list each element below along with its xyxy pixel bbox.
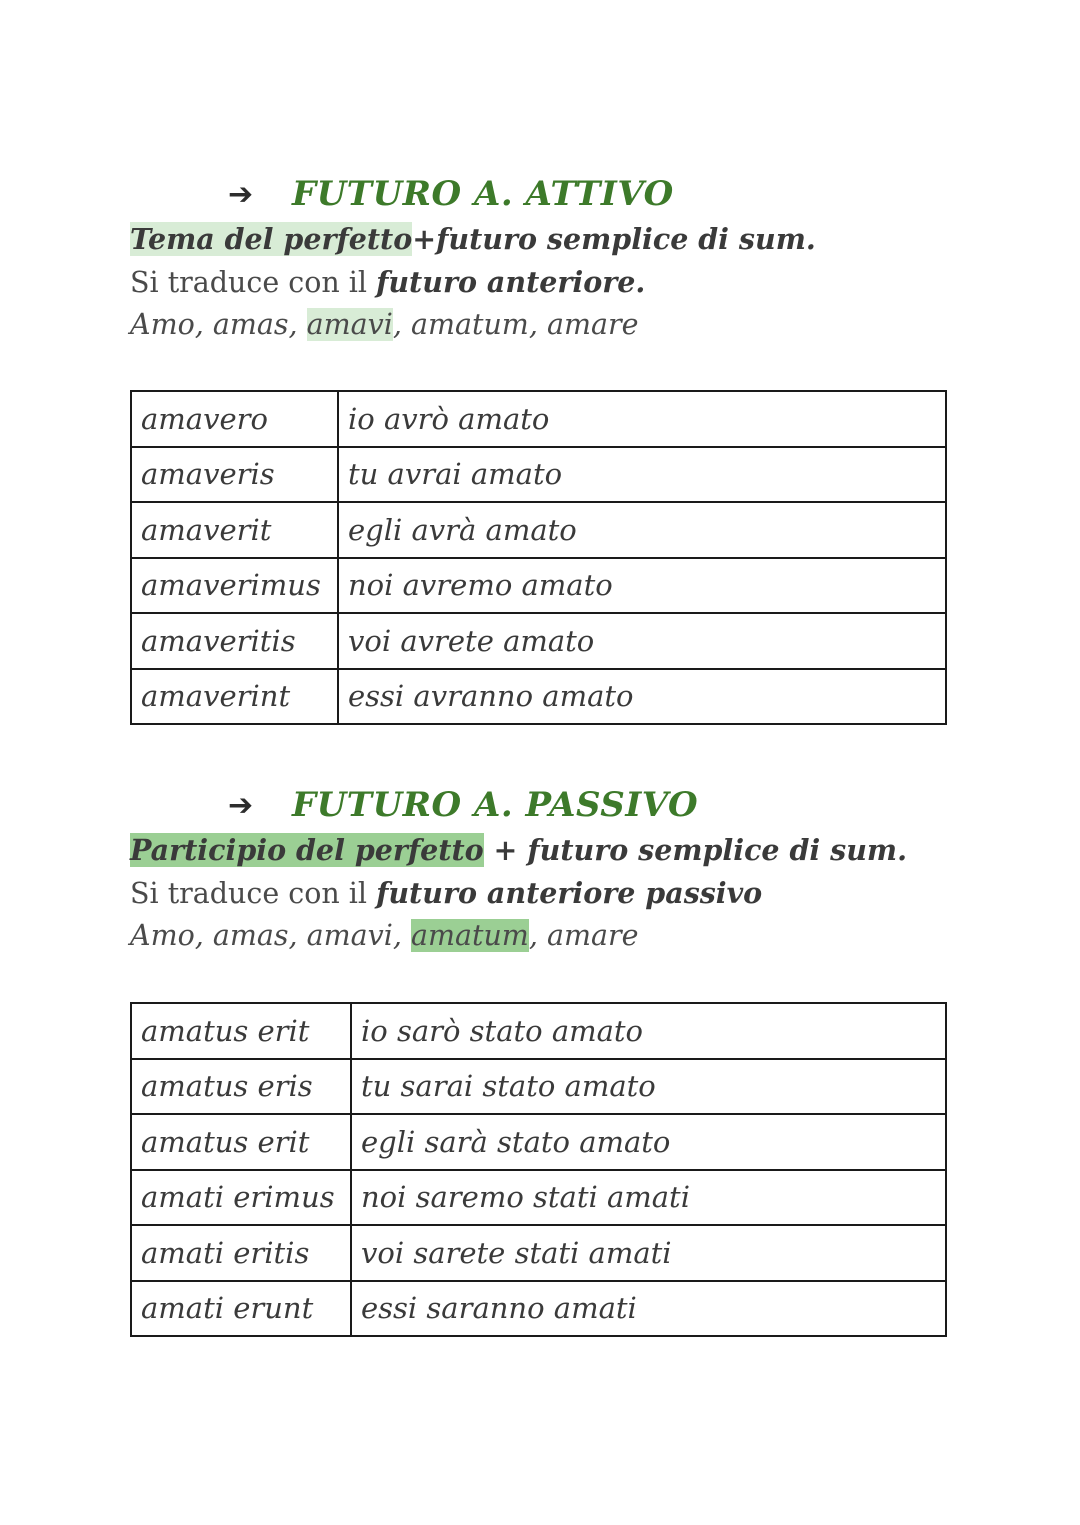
- rule-highlight: Tema del perfetto: [130, 222, 413, 256]
- table-row: [131, 1003, 946, 1059]
- italian-translation: essi saranno amati: [351, 1281, 946, 1337]
- translation-prefix: Si traduce con il: [130, 877, 377, 910]
- table-row: [131, 613, 946, 669]
- table-row: [131, 391, 946, 447]
- latin-form: amaveris: [131, 447, 338, 503]
- table-row: [131, 1114, 946, 1170]
- conjugation-table-attivo: [130, 390, 947, 725]
- example-highlight: amatum: [410, 919, 529, 952]
- table-row: [131, 1170, 946, 1226]
- latin-form: amavero: [131, 391, 338, 447]
- table-row: [131, 1059, 946, 1115]
- conjugation-table-passivo: [130, 1002, 947, 1337]
- italian-translation: voi avrete amato: [338, 613, 946, 669]
- example-before: Amo, amas,: [130, 308, 307, 341]
- section-heading-passivo: [228, 783, 698, 827]
- arrow-right-icon: ➔: [228, 787, 254, 823]
- latin-form: amatus eris: [131, 1059, 351, 1115]
- latin-form: amatus erit: [131, 1114, 351, 1170]
- latin-form: amatus erit: [131, 1003, 351, 1059]
- latin-form: amati eritis: [131, 1225, 351, 1281]
- translation-prefix: Si traduce con il: [130, 266, 377, 299]
- rule-rest: +futuro semplice di sum.: [412, 222, 816, 256]
- translation-bold: futuro anteriore.: [376, 265, 646, 299]
- latin-form: amati erunt: [131, 1281, 351, 1337]
- latin-form: amaverit: [131, 502, 338, 558]
- translation-bold: futuro anteriore passivo: [376, 876, 763, 910]
- latin-form: amaveritis: [131, 613, 338, 669]
- table-row: [131, 669, 946, 725]
- heading-title: FUTURO A. PASSIVO: [292, 785, 699, 825]
- latin-form: amaverint: [131, 669, 338, 725]
- table-row: [131, 558, 946, 614]
- rule-line: [130, 830, 907, 870]
- table-row: [131, 1281, 946, 1337]
- latin-form: amati erimus: [131, 1170, 351, 1226]
- example-line: [130, 916, 638, 956]
- latin-form: amaverimus: [131, 558, 338, 614]
- example-after: , amare: [528, 919, 639, 952]
- rule-rest: + futuro semplice di sum.: [483, 833, 908, 867]
- italian-translation: noi saremo stati amati: [351, 1170, 946, 1226]
- italian-translation: voi sarete stati amati: [351, 1225, 946, 1281]
- table-row: [131, 1225, 946, 1281]
- example-before: Amo, amas, amavi,: [130, 919, 411, 952]
- italian-translation: egli sarà stato amato: [351, 1114, 946, 1170]
- heading-title: FUTURO A. ATTIVO: [292, 174, 674, 214]
- table-row: [131, 447, 946, 503]
- italian-translation: egli avrà amato: [338, 502, 946, 558]
- section-heading-attivo: [228, 172, 674, 216]
- table-row: [131, 502, 946, 558]
- arrow-right-icon: ➔: [228, 176, 254, 212]
- example-line: [130, 305, 638, 345]
- translation-line: [130, 873, 762, 913]
- italian-translation: io avrò amato: [338, 391, 946, 447]
- example-after: , amatum, amare: [392, 308, 639, 341]
- italian-translation: noi avremo amato: [338, 558, 946, 614]
- italian-translation: tu avrai amato: [338, 447, 946, 503]
- translation-line: [130, 262, 645, 302]
- rule-highlight: Participio del perfetto: [130, 833, 484, 867]
- italian-translation: io sarò stato amato: [351, 1003, 946, 1059]
- example-highlight: amavi: [306, 308, 393, 341]
- rule-line: [130, 219, 816, 259]
- italian-translation: tu sarai stato amato: [351, 1059, 946, 1115]
- italian-translation: essi avranno amato: [338, 669, 946, 725]
